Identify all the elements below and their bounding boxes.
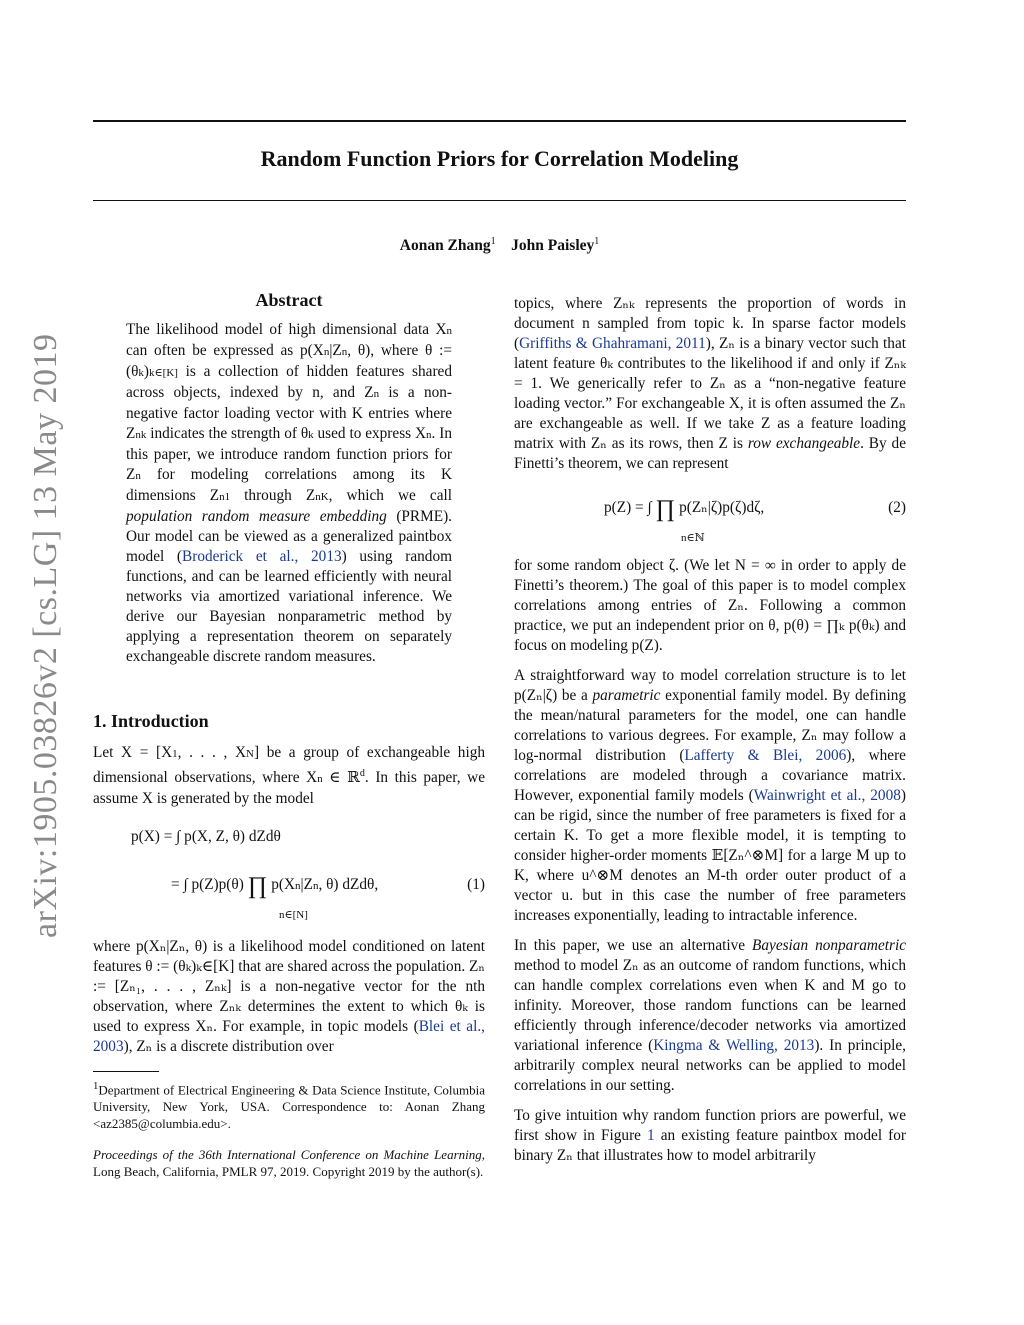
citation-link[interactable]: Griffiths & Ghahramani, 2011 [519,335,706,352]
title-rule-bottom [93,200,906,201]
abstract-heading: Abstract [255,290,323,310]
equation-1-number: (1) [467,876,485,894]
left-column [93,290,485,1180]
body-paragraph: A straightforward way to model correlation structure is to let p(Zₙ|ζ) be a parametric exponential family model. By defining the mean/natural parameters for the model, one can handle correlations to various degrees. For example, Zₙ may follow a log-normal distribution (Lafferty & Blei, 2006), where correlations are modeled through a covariance matrix. However, exponential family models (Wainwright et al., 2008) can be rigid, since the number of free parameters is fixed for a certain K. To get a more flexible model, it is tempting to consider higher-order moments 𝔼[Zₙ^⊗M] for a large M up to K, where u^⊗M denotes an M-th order outer product of a vector u. but in this case the number of free parameters increases exponentially, leading to intractable inference. [514,667,906,924]
author-name: Aonan Zhang [399,237,491,255]
citation-link[interactable]: Kingma & Welling, 2013 [653,1037,815,1054]
figure-reference-link[interactable]: 1 [647,1127,655,1144]
intro-paragraph: Let X = [X1, . . . , XN] be a group of exchangeable high dimensional observations, where Xn ∈ ℝ$^d$. In this paper, we assume X is generated by the model [93,744,486,808]
equation-2-line: p(Z) = ∫ ∏ p(Zₙ|ζ)p(ζ)dζ, [604,496,765,522]
equation-2-number: (2) [888,499,906,516]
body-paragraph: To give intuition why random function priors are powerful, we first show in Figure 1 an existing feature paintbox model for binary Zₙ that illustrates how to model arbitrarily [514,1107,906,1164]
citation-link[interactable]: Broderick et al., 2013 [182,548,342,565]
right-column [514,294,906,1166]
equation-1-line-2: = ∫ p(Z)p(θ) ∏ p(Xn|Zn, θ) dZdθ, [171,873,379,900]
body-paragraph: for some random object ζ. (We let N = ∞ in order to apply de Finetti’s theorem.) The goal of this paper is to model complex correlations among entries of Zₙ. Following a common practice, we put an independent prior on θ, p(θ) = ∏ₖ p(θₖ) and focus on modeling p(Z). [514,557,906,654]
paper-title: Random Function Priors for Correlation Modeling [260,146,739,171]
affiliation-mark: 1 [594,236,600,247]
equation-1-product-index: n∈[N] [279,909,308,922]
abstract-section [126,290,452,667]
equation-2 [514,492,906,556]
equation-2-product-index: n∈ℕ [681,532,705,544]
title-rule-top [93,120,906,122]
arxiv-identifier-stamp: arXiv:1905.03826v2 [cs.LG] 13 May 2019 [27,333,64,938]
author-name: John Paisley [511,237,595,255]
body-paragraph: topics, where Zₙₖ represents the proportion of words in document n sampled from topic k. In sparse factor models (Griffiths & Ghahramani, 2011), Zₙ is a binary vector such that latent feature θₖ contributes to the likelihood if and only if Zₙₖ = 1. We generically refer to Zₙ as a “non-negative feature loading vector.” For exchangeable X, it is often assumed the Zₙ are exchangeable as well. If we take Z as a feature loading matrix with Zₙ as its rows, then Z is row exchangeable. By de Finetti’s theorem, we can represent [514,295,906,472]
affiliation-mark: 1 [490,236,496,247]
proceedings-footnote: Proceedings of the 36th International Conference on Machine Learning, Long Beach, California, PMLR 97, 2019. Copyright 2019 by the author(s). [93,1147,485,1180]
citation-link[interactable]: Blei et al., 2003 [93,1018,485,1056]
citation-link[interactable]: Lafferty & Blei, 2006 [684,747,847,764]
affiliation-footnote: $^1$Department of Electrical Engineering & Data Science Institute, Columbia University, New York, USA. Correspondence to: Aonan Zhang <az2385@columbia.edu>. [93,1080,485,1132]
body-paragraph: In this paper, we use an alternative Bayesian nonparametric method to model Zₙ as an outcome of random functions, which can handle complex correlations even when K and M go to infinity. Moreover, those random functions can be learned efficiently through inference/decoder networks via amortized variational inference (Kingma & Welling, 2013). In principle, arbitrarily complex neural networks can be applied to model correlations in our setting. [514,937,906,1094]
citation-link[interactable]: Wainwright et al., 2008 [753,787,901,804]
intro-paragraph: where p(Xₙ|Zₙ, θ) is a likelihood model conditioned on latent features θ := (θₖ)ₖ∈[K] that are shared across the population. Zₙ := [Zₙ₁, . . . , Zₙₖ] is a non-negative vector for the nth observation, where Zₙₖ determines the extent to which θₖ is used to express Xₙ. For example, in topic models (Blei et al., 2003), Zₙ is a discrete distribution over [93,938,485,1056]
section-heading-introduction: 1. Introduction [93,711,209,731]
author-list [93,236,906,255]
equation-1-line-1: p(X) = ∫ p(X, Z, θ) dZdθ [131,828,281,846]
footnote-rule [93,1071,159,1072]
abstract-text: The likelihood model of high dimensional data Xn can often be expressed as p(Xn|Zn, θ), where θ := (θk)k∈[K] is a collection of hidden features shared across objects, indexed by n, and Zn is a non-negative factor loading vector with K entries where Znk indicates the strength of θk used to express Xn. In this paper, we introduce random function priors for Zn for modeling correlations among its K dimensions Zn1 through ZnK, which we call population random measure embedding (PRME). Our model can be viewed as a generalized paintbox model (Broderick et al., 2013) using random functions, and can be learned efficiently with neural networks via amortized variational inference. We derive our Bayesian nonparametric method by applying a representation theorem on separately exchangeable discrete random measures. [126,321,452,665]
equation-1 [93,823,485,927]
